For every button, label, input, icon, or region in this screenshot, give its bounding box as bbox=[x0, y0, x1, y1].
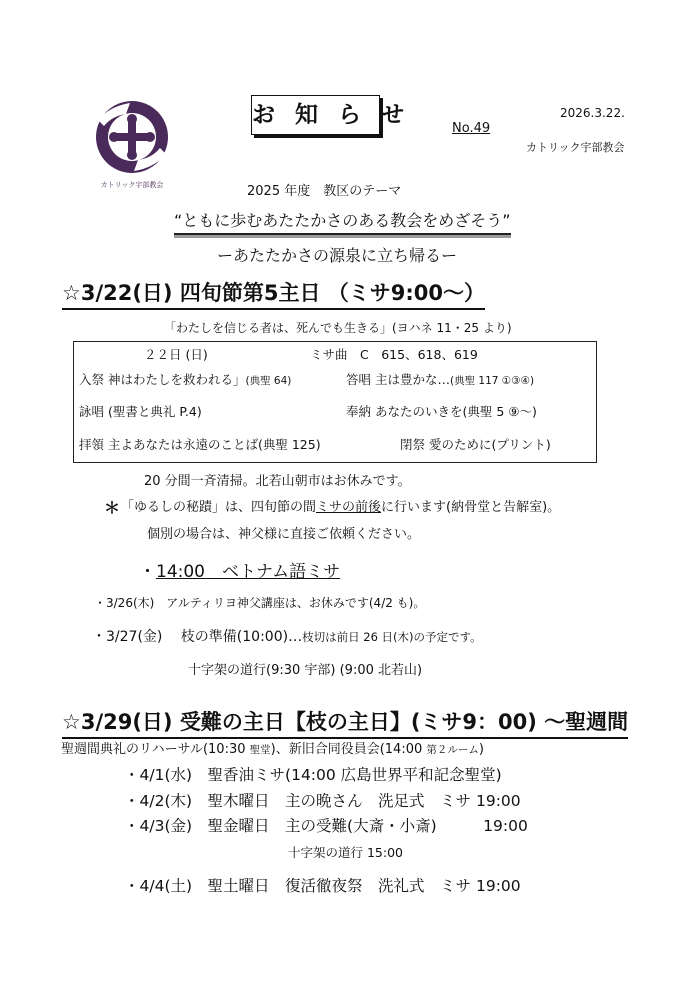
list-item-3-27: ・3/27(金) 枝の準備(10:00)…枝切は前日 26 日(木)の予定です。 bbox=[92, 629, 482, 645]
communion-song: 拝領 主よあなたは永遠のことば(典聖 125) bbox=[79, 437, 321, 452]
list-item-4-2: ・4/2(木) 聖木曜日 主の晩さん 洗足式 ミサ 19:00 bbox=[124, 792, 521, 810]
response-song: 答唱 主は豊かな…(典聖 117 ①③④) bbox=[346, 372, 535, 387]
stations-of-cross-3-27: 十字架の道行(9:30 宇部) (9:00 北若山) bbox=[188, 663, 423, 678]
page-title: お 知 ら せ bbox=[251, 95, 380, 135]
asterisk-icon: ＊ bbox=[104, 498, 121, 517]
list-item-4-4: ・4/4(土) 聖土曜日 復活徹夜祭 洗礼式 ミサ 19:00 bbox=[124, 877, 521, 895]
rehearsal-notice: 聖週間典礼のリハーサル(10:30 聖堂)、新旧合同役員会(14:00 第２ルーム) bbox=[61, 742, 484, 757]
individual-notice: 個別の場合は、神父様に直接ご依頼ください。 bbox=[147, 527, 421, 542]
theme-label: 2025 年度 教区のテーマ bbox=[247, 184, 402, 199]
offertory-song: 奉納 あなたのいきを(典聖 5 ⑨～) bbox=[346, 404, 537, 419]
logo-caption: カトリック宇部教会 bbox=[100, 181, 164, 189]
mass-songs-box bbox=[73, 341, 597, 463]
theme-main: “ともに歩むあたたかさのある教会をめざそう” bbox=[174, 208, 511, 235]
list-item-4-1: ・4/1(水) 聖香油ミサ(14:00 広島世界平和記念聖堂) bbox=[124, 766, 502, 784]
sunday-heading-3-29: ☆3/29(日) 受難の主日【枝の主日】(ミサ9：00) ～聖週間 bbox=[62, 706, 628, 739]
list-item-3-26: ・3/26(木) アルティリヨ神父講座は、お休みです(4/2 も)。 bbox=[94, 596, 426, 610]
issue-number: No.49 bbox=[452, 121, 491, 136]
closing-song: 閉祭 愛のために(プリント) bbox=[400, 437, 551, 452]
vietnamese-mass: ・14:00 ベトナム語ミサ bbox=[139, 562, 341, 582]
issue-date: 2026.3.22. bbox=[560, 106, 625, 120]
stations-of-cross-good-friday: 十字架の道行 15:00 bbox=[288, 845, 403, 860]
mass-date: ２２日 (日) bbox=[144, 347, 208, 362]
church-logo bbox=[90, 100, 174, 192]
mass-music: ミサ曲 C 615、618、619 bbox=[310, 347, 478, 362]
church-name: カトリック宇部教会 bbox=[526, 141, 625, 154]
acclamation: 詠唱 (聖書と典礼 P.4) bbox=[79, 404, 202, 419]
theme-subtitle: ーあたたかさの源泉に立ち帰るー bbox=[217, 246, 458, 265]
scripture-quote: 「わたしを信じる者は、死んでも生きる」(ヨハネ 11・25 より) bbox=[164, 321, 512, 335]
cleaning-notice: 20 分間一斉清掃。北若山朝市はお休みです。 bbox=[144, 474, 411, 489]
confession-notice: 「ゆるしの秘蹟」は、四旬節の間ミサの前後に行います(納骨堂と告解室)。 bbox=[121, 500, 561, 515]
entrance-song: 入祭 神はわたしを救われる」(典聖 64) bbox=[79, 372, 292, 387]
sunday-heading-3-22: ☆3/22(日) 四旬節第5主日 （ミサ9:00～） bbox=[62, 277, 485, 310]
cross-emblem-icon bbox=[90, 100, 174, 176]
list-item-4-3: ・4/3(金) 聖金曜日 主の受難(大斎・小斎) 19:00 bbox=[124, 817, 528, 835]
